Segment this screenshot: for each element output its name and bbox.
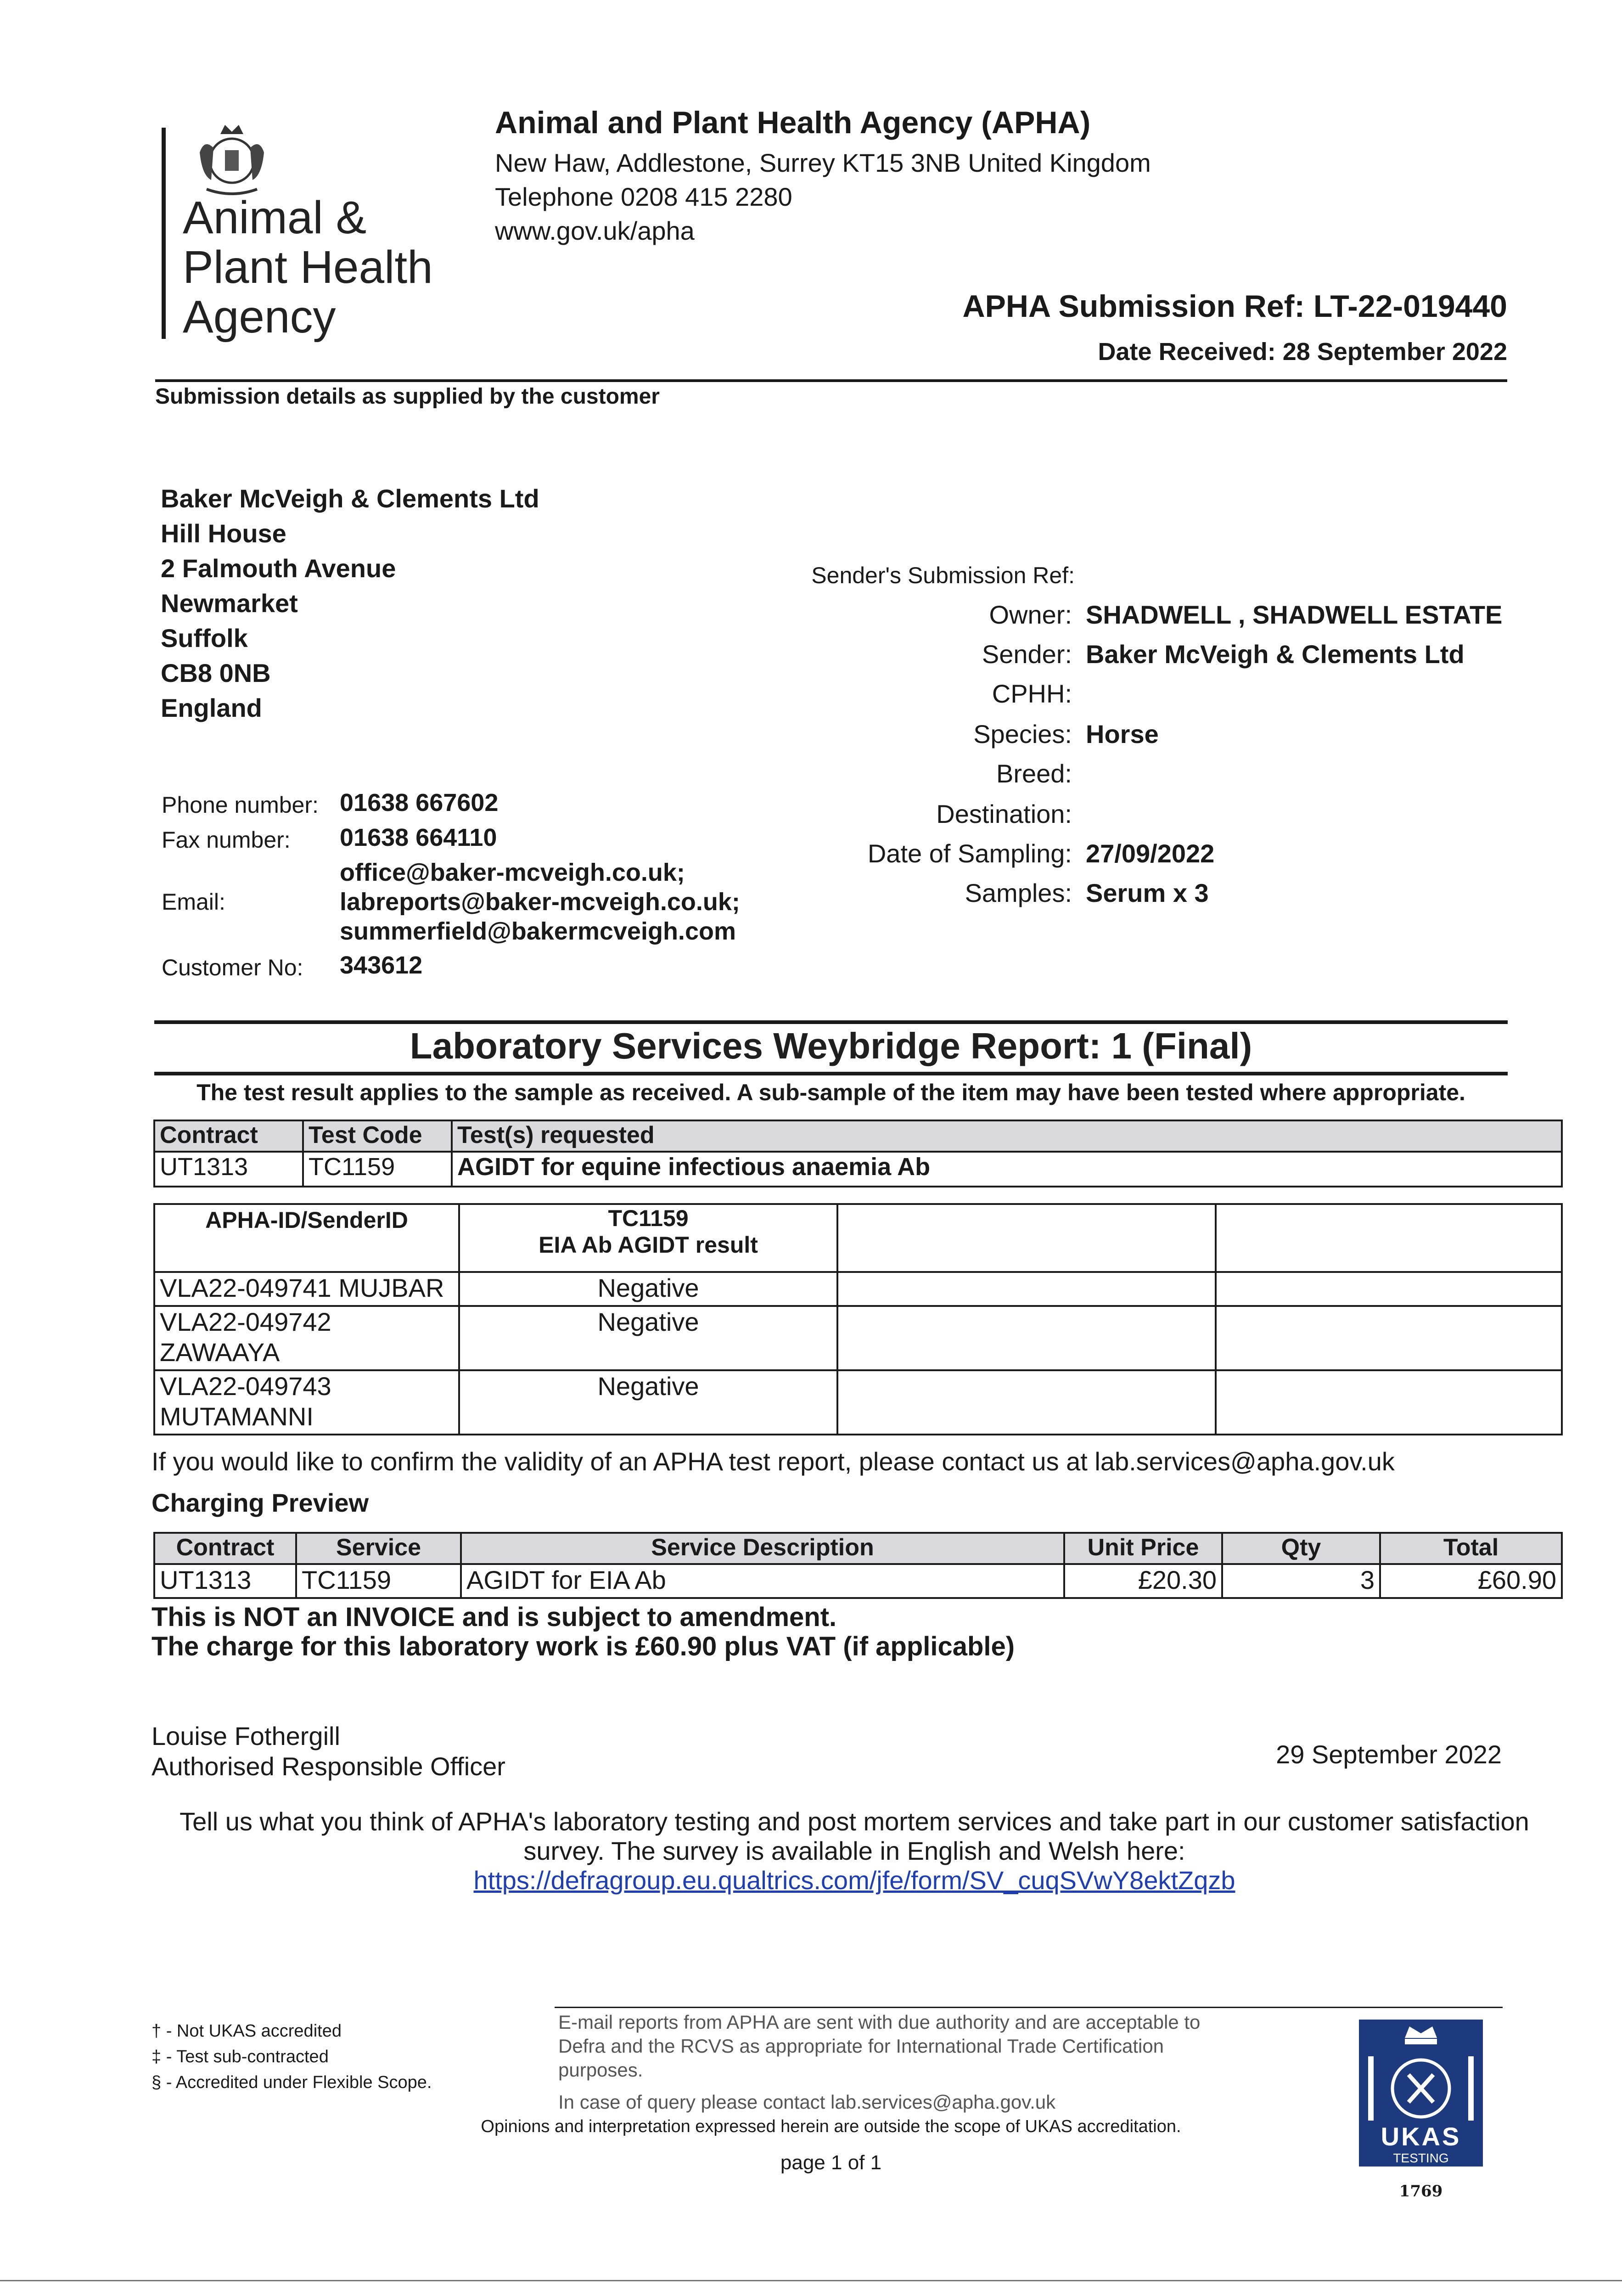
- species-value: Horse: [1086, 720, 1159, 748]
- species-label: Species:: [973, 720, 1072, 748]
- sender-ref-label: Sender's Submission Ref:: [811, 563, 1075, 588]
- table-row: [154, 1272, 1562, 1306]
- sample-id-cell: VLA22-049743 MUTAMANNI: [154, 1370, 459, 1435]
- email-values: [340, 858, 740, 946]
- signatory: [152, 1721, 505, 1782]
- empty-cell: [837, 1306, 1216, 1370]
- empty-cell: [1216, 1272, 1562, 1306]
- charge-description-cell: AGIDT for EIA Ab: [461, 1564, 1064, 1598]
- charge-contract-cell: UT1313: [154, 1564, 296, 1598]
- cphh-label: CPHH:: [992, 679, 1072, 708]
- invoice-notice: [152, 1603, 1015, 1661]
- submission-ref: APHA Submission Ref: LT-22-019440: [962, 289, 1507, 324]
- agency-name: Animal and Plant Health Agency (APHA): [495, 105, 1091, 140]
- apha-id-header: APHA-ID/SenderID: [154, 1204, 459, 1272]
- result-cell: Negative: [459, 1370, 837, 1435]
- customer-address: [161, 481, 539, 726]
- ukas-label: UKAS: [1381, 2122, 1461, 2151]
- sample-id-cell: VLA22-049741 MUJBAR: [154, 1272, 459, 1306]
- sample-id-cell: VLA22-049742 ZAWAAYA: [154, 1306, 459, 1370]
- ukas-sub-label: TESTING: [1393, 2151, 1449, 2165]
- sampling-date-label: Date of Sampling:: [867, 839, 1072, 868]
- test-result-header: [459, 1204, 837, 1272]
- charging-table: [153, 1532, 1563, 1599]
- signatory-name: Louise Fothergill: [152, 1722, 340, 1750]
- survey-link[interactable]: https://defragroup.eu.qualtrics.com/jfe/form/SV_cuqSVwY8ektZqzb: [473, 1866, 1235, 1895]
- charge-qty-cell: 3: [1222, 1564, 1380, 1598]
- report-divider-bottom: [154, 1072, 1508, 1075]
- survey-line: Tell us what you think of APHA's laboratory testing and post mortem services and take part in our customer satisfaction: [180, 1807, 1529, 1836]
- address-line: Newmarket: [161, 589, 298, 618]
- logo-line: Agency: [183, 291, 336, 343]
- opinions-note: Opinions and interpretation expressed herein are outside the scope of UKAS accreditation.: [481, 2117, 1181, 2136]
- destination-label: Destination:: [936, 799, 1072, 828]
- charge-unit-price-cell: £20.30: [1064, 1564, 1222, 1598]
- sampling-date-value: 27/09/2022: [1086, 839, 1215, 868]
- fax-value: 01638 664110: [340, 824, 497, 851]
- charge-unit-price-header: Unit Price: [1064, 1533, 1222, 1564]
- address-line: England: [161, 693, 262, 722]
- table-row: [154, 1564, 1562, 1598]
- breed-label: Breed:: [996, 759, 1072, 788]
- note-line: Defra and the RCVS as appropriate for International Trade Certification: [558, 2035, 1164, 2057]
- agency-website[interactable]: www.gov.uk/apha: [495, 216, 695, 245]
- address-line: Hill House: [161, 519, 286, 548]
- table-row: [154, 1152, 1562, 1187]
- page-bottom-rule: [0, 2280, 1622, 2281]
- ukas-badge: [1359, 2020, 1483, 2167]
- logo-line: Plant Health: [183, 242, 433, 293]
- invoice-notice-line: This is NOT an INVOICE and is subject to amendment.: [152, 1602, 837, 1632]
- charge-contract-header: Contract: [154, 1533, 296, 1564]
- customer-no-label: Customer No:: [162, 955, 303, 980]
- report-divider-top: [154, 1020, 1508, 1024]
- survey-invite: [154, 1807, 1555, 1895]
- phone-value: 01638 667602: [340, 789, 499, 816]
- query-note: In case of query please contact lab.services@apha.gov.uk: [558, 2091, 1056, 2113]
- fax-label: Fax number:: [162, 827, 291, 853]
- charge-total-cell: £60.90: [1380, 1564, 1562, 1598]
- sender-label: Sender:: [982, 640, 1072, 669]
- charge-service-header: Service: [296, 1533, 461, 1564]
- survey-line: survey. The survey is available in English and Welsh here:: [523, 1836, 1185, 1865]
- contract-header: Contract: [154, 1120, 303, 1152]
- contract-table: [153, 1120, 1563, 1187]
- email-link[interactable]: office@baker-mcveigh.co.uk;: [340, 859, 685, 886]
- logo-line: Animal &: [183, 192, 367, 243]
- test-code-cell: TC1159: [303, 1152, 452, 1187]
- charge-total-header: Total: [1380, 1533, 1562, 1564]
- table-row: [154, 1306, 1562, 1370]
- email-label: Email:: [162, 889, 225, 915]
- signature-date: 29 September 2022: [1276, 1740, 1502, 1769]
- header-divider: [155, 379, 1507, 382]
- invoice-notice-line: The charge for this laboratory work is £60.90 plus VAT (if applicable): [152, 1632, 1015, 1661]
- sender-value: Baker McVeigh & Clements Ltd: [1086, 640, 1465, 669]
- customer-no-value: 343612: [340, 951, 423, 979]
- samples-value: Serum x 3: [1086, 878, 1209, 907]
- accreditation-legend: [152, 2018, 432, 2095]
- test-requested-cell: AGIDT for equine infectious anaemia Ab: [452, 1152, 1562, 1187]
- footer-divider: [555, 2007, 1503, 2008]
- owner-label: Owner:: [989, 600, 1072, 629]
- royal-crest-icon: [193, 120, 271, 201]
- charge-description-header: Service Description: [461, 1533, 1064, 1564]
- empty-cell: [1216, 1306, 1562, 1370]
- result-cell: Negative: [459, 1272, 837, 1306]
- validity-note: If you would like to confirm the validity of an APHA test report, please contact us at lab.services@apha.gov.uk: [152, 1447, 1395, 1476]
- submission-details-heading: Submission details as supplied by the customer: [155, 384, 660, 409]
- charge-service-cell: TC1159: [296, 1564, 461, 1598]
- charge-qty-header: Qty: [1222, 1533, 1380, 1564]
- agency-address: New Haw, Addlestone, Surrey KT15 3NB United Kingdom: [495, 148, 1151, 177]
- signatory-title: Authorised Responsible Officer: [152, 1752, 505, 1781]
- test-code-label: TC1159: [608, 1205, 689, 1231]
- table-row: [154, 1370, 1562, 1435]
- date-received: Date Received: 28 September 2022: [1098, 338, 1507, 366]
- address-line: Baker McVeigh & Clements Ltd: [161, 484, 539, 513]
- owner-value: SHADWELL , SHADWELL ESTATE: [1086, 600, 1503, 629]
- empty-cell: [837, 1272, 1216, 1306]
- email-link[interactable]: labreports@baker-mcveigh.co.uk;: [340, 888, 740, 916]
- email-report-note: [558, 2010, 1200, 2114]
- agency-logo-text: [183, 193, 433, 342]
- phone-label: Phone number:: [162, 792, 319, 818]
- tests-requested-header: Test(s) requested: [452, 1120, 1562, 1152]
- legend-item: † - Not UKAS accredited: [152, 2021, 342, 2041]
- address-line: Suffolk: [161, 624, 248, 653]
- results-table: [153, 1203, 1563, 1435]
- note-line: purposes.: [558, 2059, 643, 2081]
- report-disclaimer: The test result applies to the sample as received. A sub-sample of the item may have been tested where appropriate.: [196, 1080, 1465, 1105]
- samples-label: Samples:: [965, 878, 1072, 907]
- report-title: Laboratory Services Weybridge Report: 1 (Final): [410, 1025, 1252, 1066]
- result-cell: Negative: [459, 1306, 837, 1370]
- empty-header: [837, 1204, 1216, 1272]
- test-name-label: EIA Ab AGIDT result: [539, 1232, 758, 1258]
- empty-cell: [837, 1370, 1216, 1435]
- logo-divider: [162, 128, 166, 339]
- email-link[interactable]: summerfield@bakermcveigh.com: [340, 917, 736, 945]
- page-number: page 1 of 1: [780, 2151, 882, 2174]
- charging-preview-title: Charging Preview: [152, 1488, 369, 1517]
- empty-cell: [1216, 1370, 1562, 1435]
- ukas-number: 1769: [1399, 2182, 1443, 2200]
- legend-item: ‡ - Test sub-contracted: [152, 2047, 329, 2066]
- address-line: 2 Falmouth Avenue: [161, 554, 396, 583]
- address-line: CB8 0NB: [161, 658, 271, 687]
- note-line: E-mail reports from APHA are sent with due authority and are acceptable to: [558, 2011, 1201, 2033]
- agency-telephone: Telephone 0208 415 2280: [495, 182, 792, 211]
- empty-header: [1216, 1204, 1562, 1272]
- contract-cell: UT1313: [154, 1152, 303, 1187]
- test-code-header: Test Code: [303, 1120, 452, 1152]
- legend-item: § - Accredited under Flexible Scope.: [152, 2073, 432, 2092]
